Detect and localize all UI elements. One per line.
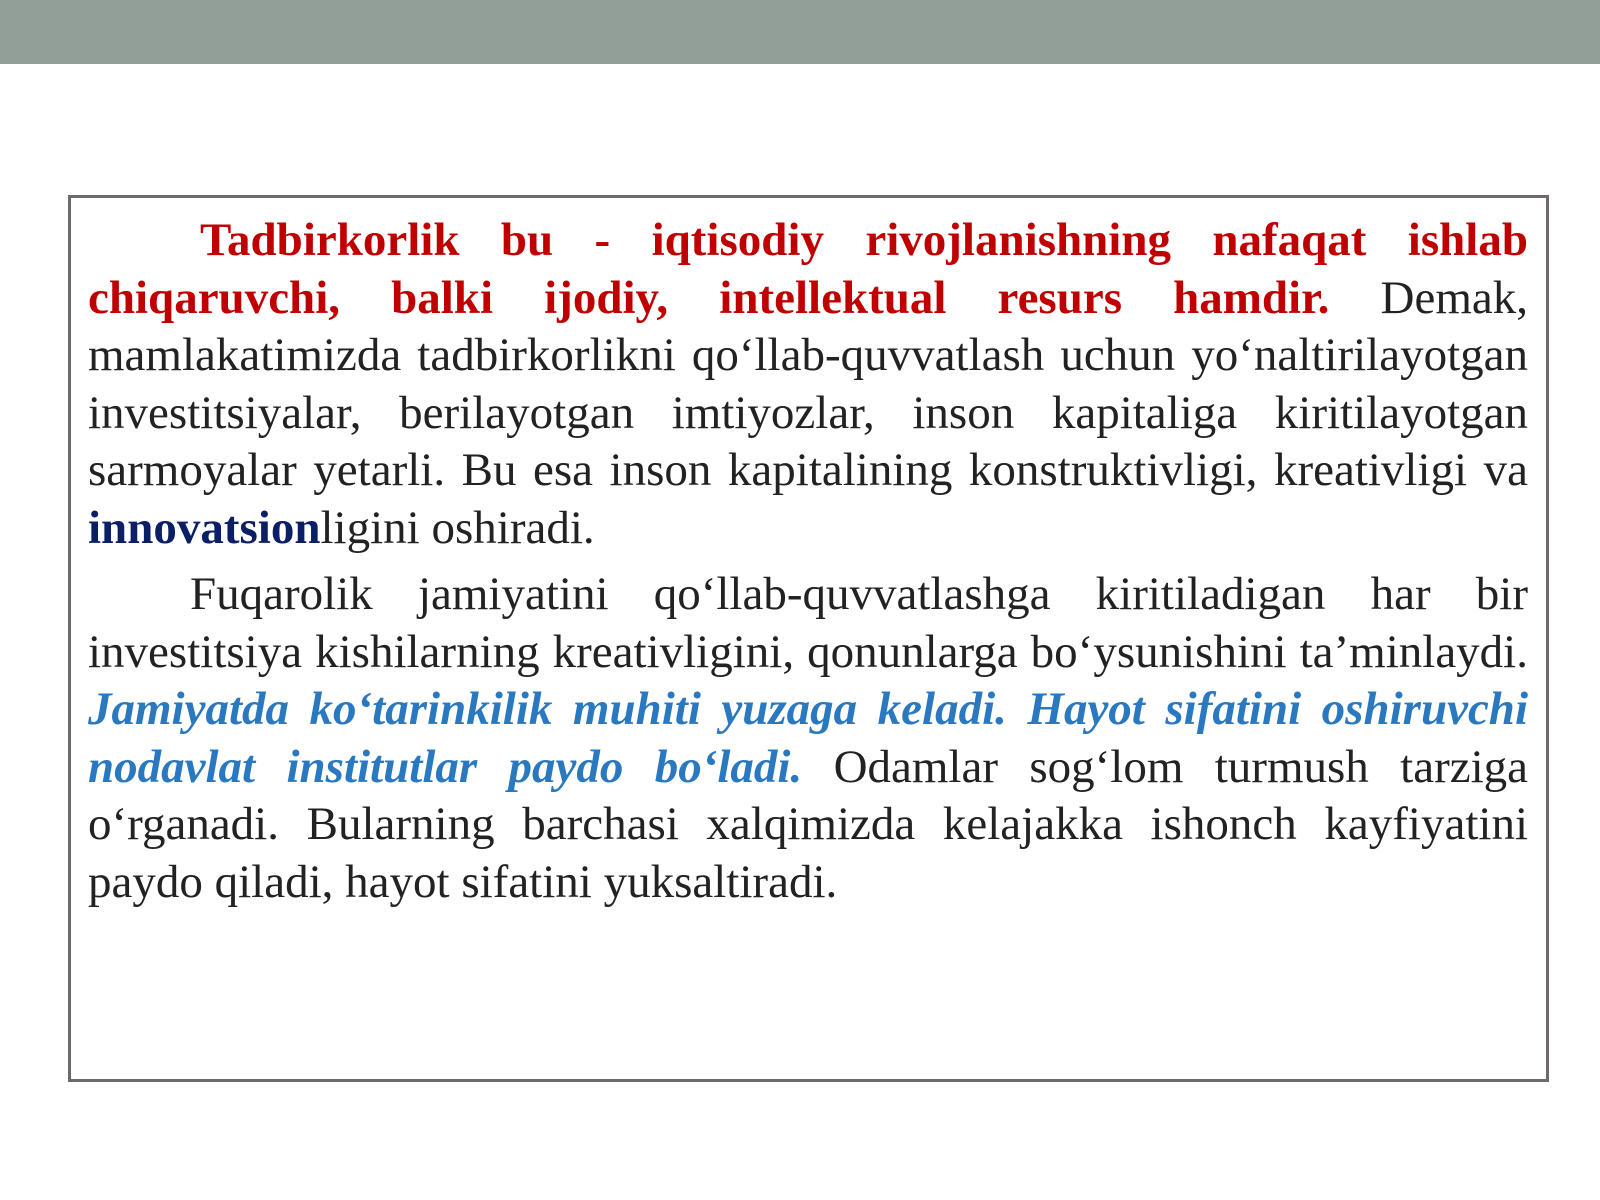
paragraph-1-text: Demak, mamlakatimizda tadbirkorlikni qo‘llab-quvvatlash uchun yo‘naltirilayotgan investitsiyalar, berilayotgan imtiyozlar, inson kapitaliga kiritilayotgan sarmoyalar yetarli. Bu esa inson kapitalining konstruktivligi, kreativligi va [88, 271, 1528, 496]
innovation-emphasis: innovatsion [88, 501, 321, 554]
slide-text-box [68, 195, 1549, 1082]
paragraph-2-ending: Odamlar sog‘lom turmush tarziga o‘rganadi. Bularning barchasi xalqimizda kelajakka ishonch kayfiyatini paydo qiladi, hayot sifatini yuksaltiradi. [88, 740, 1528, 908]
paragraph-1 [88, 212, 1528, 557]
paragraph-2-text: Fuqarolik jamiyatini qo‘llab-quvvatlashga kiritiladigan har bir investitsiya kishilarning kreativligini, qonunlarga bo‘ysunishini ta’minlaydi. [88, 568, 1528, 678]
definition-highlight: Tadbirkorlik bu - iqtisodiy rivojlanishning nafaqat ishlab chiqaruvchi, balki ijodiy, intellektual resurs hamdir. [88, 214, 1528, 324]
paragraph-1-ending: ligini oshiradi. [320, 501, 595, 554]
slide-header-bar [0, 0, 1600, 64]
paragraph-2 [88, 566, 1528, 911]
society-highlight: Jamiyatda ko‘tarinkilik muhiti yuzaga keladi. Hayot sifatini oshiruvchi nodavlat institutlar paydo bo‘ladi. [88, 683, 1528, 793]
